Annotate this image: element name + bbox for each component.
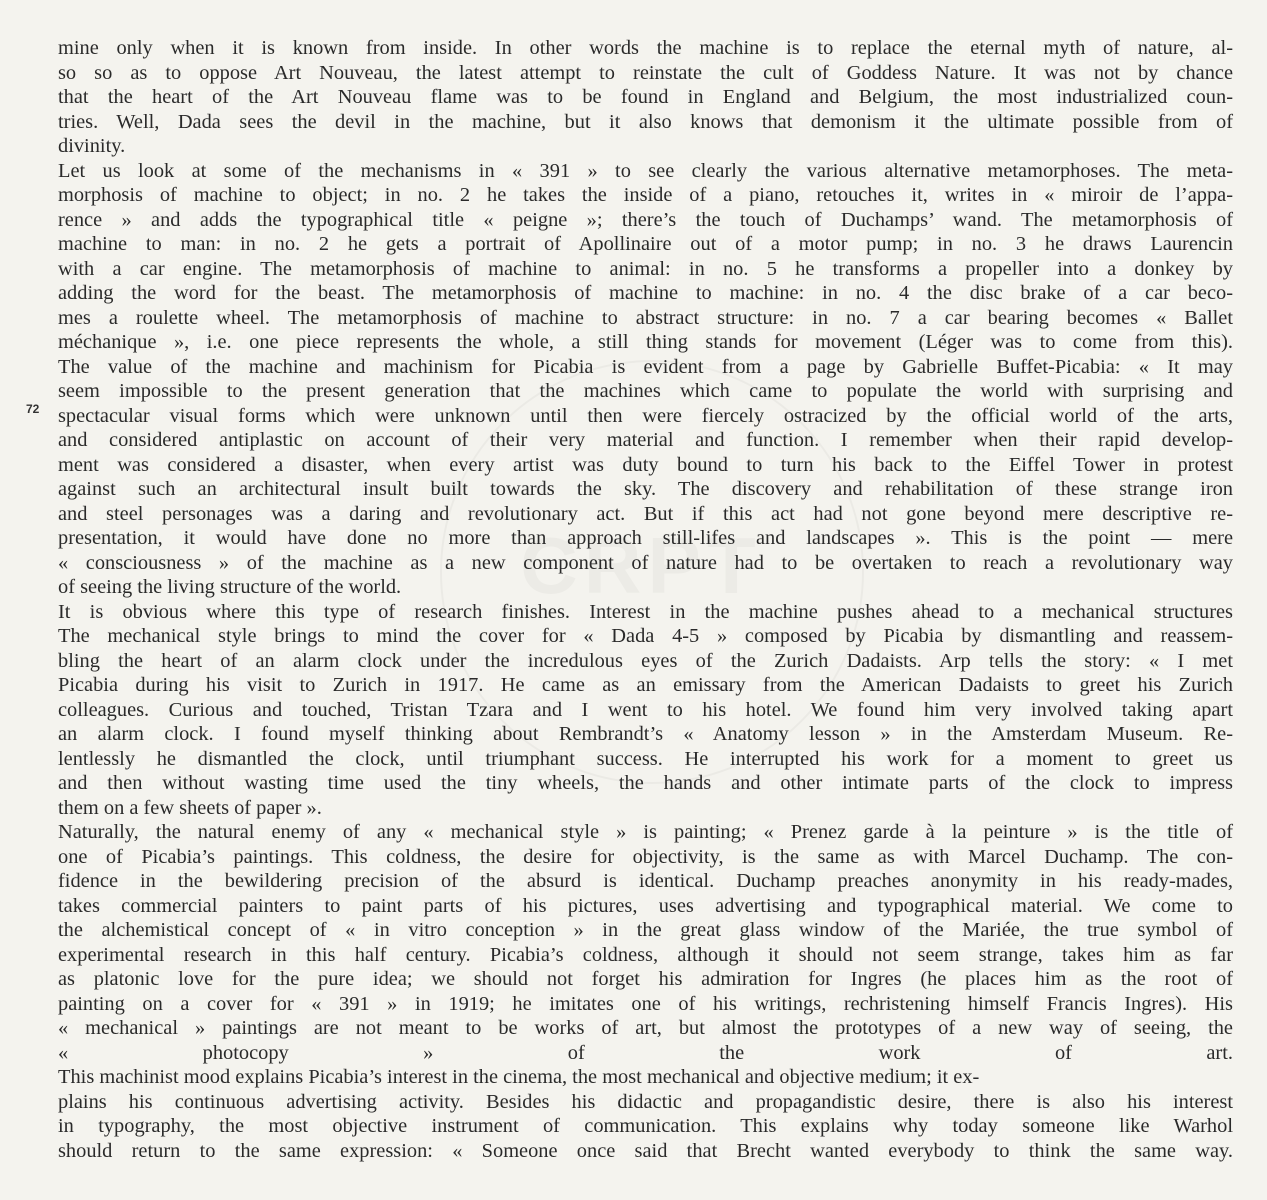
text-line: divinity. bbox=[58, 135, 126, 157]
text-line: the alchemistical concept of « in vitro conception » in the great glass window of the Mariée, the true symbol of bbox=[58, 919, 1233, 941]
text-line: « consciousness » of the machine as a new component of nature had to be overtaken to reach a revolutionary way bbox=[58, 551, 1233, 574]
text-line: them on a few sheets of paper ». bbox=[58, 796, 322, 819]
text-line: presentation, it would have done no more than approach still-lifes and landscapes ». This is the point — mere bbox=[58, 527, 1233, 549]
text-line: lentlessly he dismantled the clock, until triumphant success. He interrupted his work for a moment to greet us bbox=[58, 747, 1233, 770]
text-line: so so as to oppose Art Nouveau, the latest attempt to reinstate the cult of Goddess Nature. It was not by chance bbox=[58, 61, 1233, 84]
text-line: one of Picabia’s paintings. This coldness, the desire for objectivity, is the same as with Marcel Duchamp. The con- bbox=[58, 845, 1233, 868]
text-line: as platonic love for the pure idea; we should not forget his admiration for Ingres (he places him as the root of bbox=[58, 968, 1233, 990]
text-line: takes commercial painters to paint parts of his pictures, uses advertising and typographical material. We come to bbox=[58, 894, 1233, 917]
text-line: Let us look at some of the mechanisms in « 391 » to see clearly the various alternative metamorphoses. The meta- bbox=[58, 159, 1233, 182]
text-line: colleagues. Curious and touched, Tristan Tzara and I went to his hotel. We found him very involved taking apart bbox=[58, 698, 1233, 721]
text-line: painting on a cover for « 391 » in 1919; he imitates one of his writings, rechristening himself Francis Ingres). His bbox=[58, 992, 1233, 1015]
text-line: machine to man: in no. 2 he gets a portrait of Apollinaire out of a motor pump; in no. 3 he draws Laurencin bbox=[58, 233, 1233, 255]
text-line: ment was considered a disaster, when every artist was duty bound to turn his back to the Eiffel Tower in protest bbox=[58, 453, 1233, 476]
text-line: bling the heart of an alarm clock under the incredulous eyes of the Zurich Dadaists. Arp tells the story: « I met bbox=[58, 649, 1233, 672]
page-number: 72 bbox=[26, 402, 40, 416]
body-text bbox=[58, 36, 1233, 1163]
text-line: and then without wasting time used the tiny wheels, the hands and other intimate parts of the clock to impress bbox=[58, 772, 1233, 794]
text-line: and considered antiplastic on account of their very material and function. I remember when their rapid develop- bbox=[58, 429, 1233, 451]
text-line: seem impossible to the present generation that the machines which came to populate the world with surprising and bbox=[58, 380, 1233, 402]
text-line: experimental research in this half century. Picabia’s coldness, although it should not seem strange, takes him as far bbox=[58, 943, 1233, 966]
text-line: spectacular visual forms which were unknown until then were fiercely ostracized by the official world of the arts, bbox=[58, 404, 1233, 427]
text-line: rence » and adds the typographical title « peigne »; there’s the touch of Duchamps’ wand. The metamorphosis of bbox=[58, 208, 1233, 231]
text-line: Naturally, the natural enemy of any « mechanical style » is painting; « Prenez garde à la peinture » is the title of bbox=[58, 821, 1233, 843]
text-line: It is obvious where this type of research finishes. Interest in the machine pushes ahead to a mechanical structures bbox=[58, 600, 1233, 623]
text-line: plains his continuous advertising activity. Besides his didactic and propagandistic desire, there is also his interest bbox=[58, 1090, 1233, 1113]
text-line: « photocopy » of the work of art. bbox=[58, 1041, 1233, 1064]
text-line: The mechanical style brings to mind the cover for « Dada 4-5 » composed by Picabia by dismantling and reassem- bbox=[58, 625, 1233, 647]
text-line: should return to the same expression: « Someone once said that Brecht wanted everybody to think the same way. bbox=[58, 1139, 1233, 1162]
text-line: adding the word for the beast. The metamorphosis of machine to machine: in no. 4 the disc brake of a car beco- bbox=[58, 282, 1233, 304]
text-line: morphosis of machine to object; in no. 2 he takes the inside of a piano, retouches it, writes in « miroir de l’appa- bbox=[58, 184, 1233, 206]
text-line: with a car engine. The metamorphosis of machine to animal: in no. 5 he transforms a propeller into a donkey by bbox=[58, 257, 1233, 280]
text-line: an alarm clock. I found myself thinking about Rembrandt’s « Anatomy lesson » in the Amsterdam Museum. Re- bbox=[58, 723, 1233, 745]
text-line: This machinist mood explains Picabia’s interest in the cinema, the most mechanical and objective medium; it ex- bbox=[58, 1066, 980, 1088]
text-line: The value of the machine and machinism for Picabia is evident from a page by Gabrielle Buffet-Picabia: « It may bbox=[58, 355, 1233, 378]
text-line: méchanique », i.e. one piece represents the whole, a still thing stands for movement (Léger was to come from this). bbox=[58, 331, 1233, 353]
text-line: in typography, the most objective instrument of communication. This explains why today someone like Warhol bbox=[58, 1115, 1233, 1137]
text-line: « mechanical » paintings are not meant to be works of art, but almost the prototypes of a new way of seeing, the bbox=[58, 1017, 1233, 1039]
text-line: against such an architectural insult built towards the sky. The discovery and rehabilitation of these strange iron bbox=[58, 478, 1233, 500]
text-line: tries. Well, Dada sees the devil in the machine, but it also knows that demonism it the ultimate possible from of bbox=[58, 110, 1233, 133]
text-line: mes a roulette wheel. The metamorphosis of machine to abstract structure: in no. 7 a car bearing becomes « Ballet bbox=[58, 306, 1233, 329]
text-line: mine only when it is known from inside. In other words the machine is to replace the eternal myth of nature, al- bbox=[58, 37, 1233, 59]
text-line: that the heart of the Art Nouveau flame was to be found in England and Belgium, the most industrialized coun- bbox=[58, 86, 1233, 108]
text-line: Picabia during his visit to Zurich in 1917. He came as an emissary from the American Dadaists to greet his Zurich bbox=[58, 674, 1233, 696]
text-line: and steel personages was a daring and revolutionary act. But if this act had not gone beyond mere descriptive re- bbox=[58, 502, 1233, 525]
text-line: of seeing the living structure of the world. bbox=[58, 576, 402, 598]
text-line: fidence in the bewildering precision of the absurd is identical. Duchamp preaches anonymity in his ready-mades, bbox=[58, 870, 1233, 892]
